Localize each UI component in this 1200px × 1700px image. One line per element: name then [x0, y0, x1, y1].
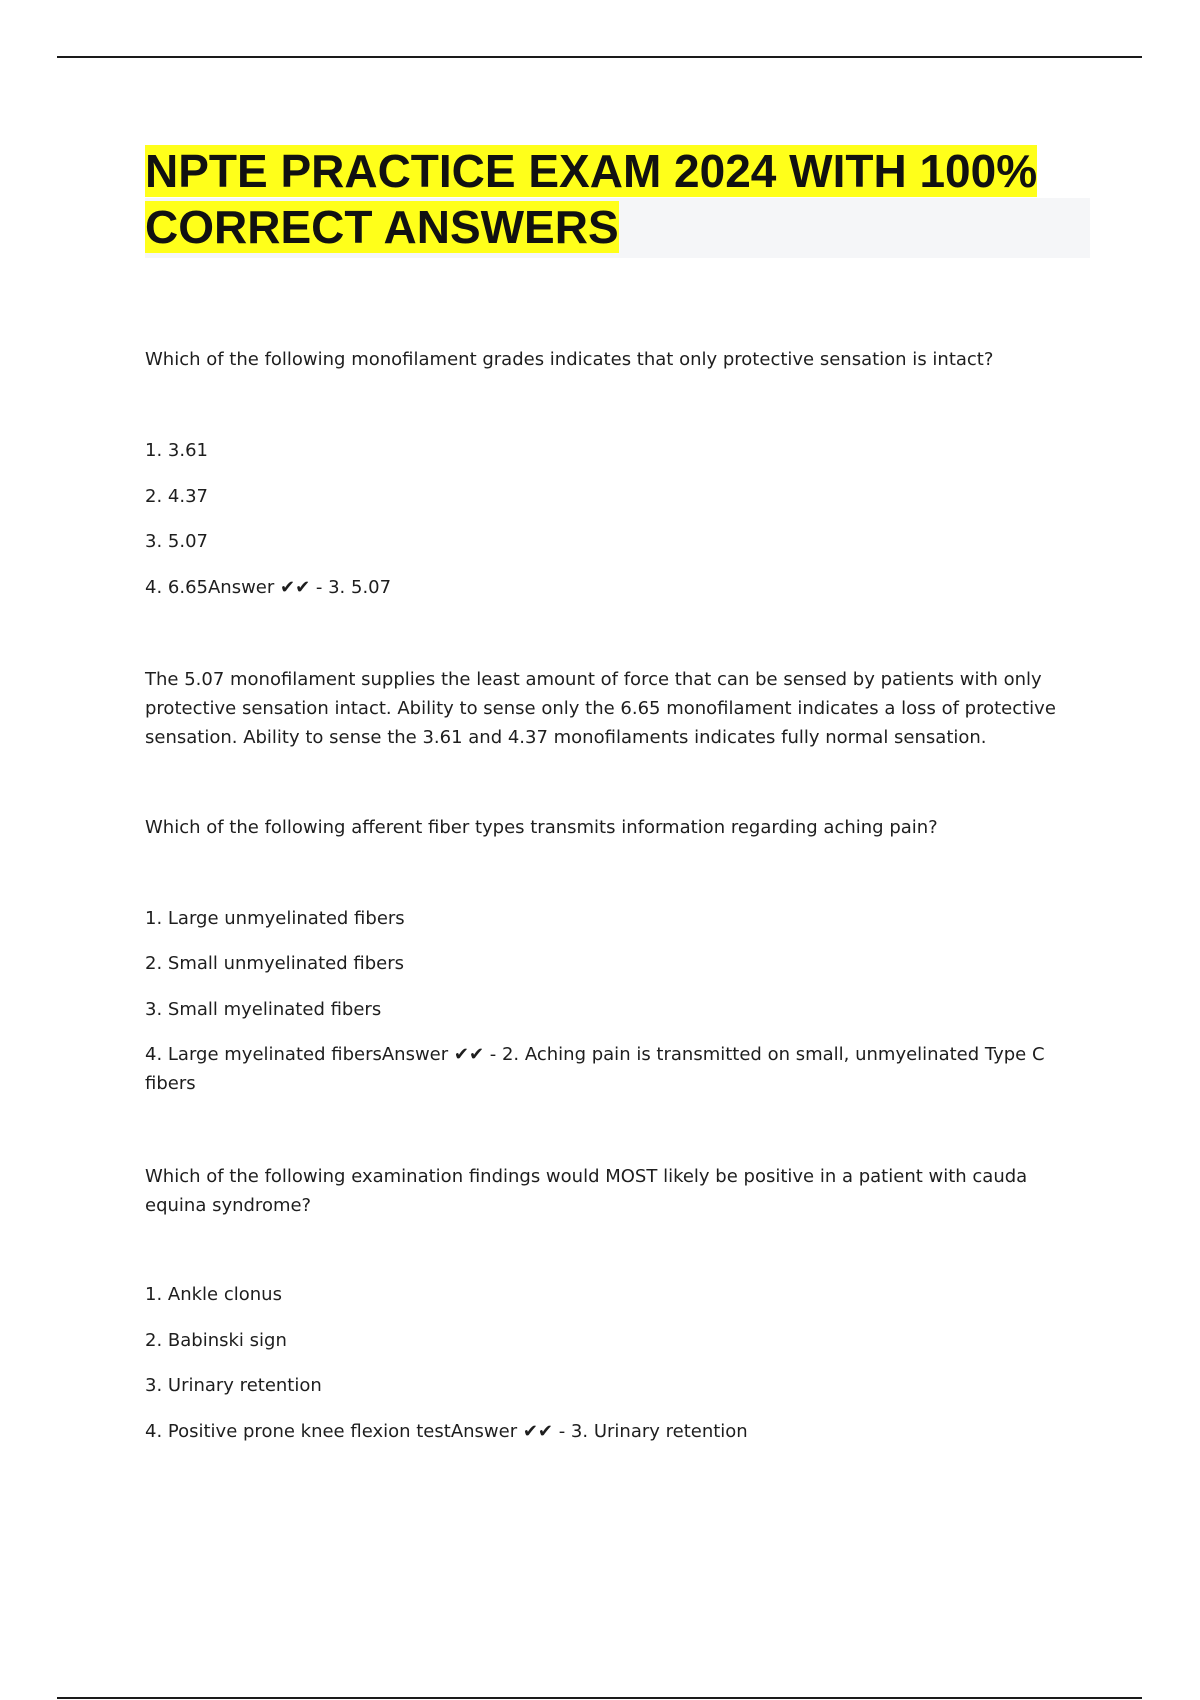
document-title-block — [145, 143, 1090, 255]
bottom-rule — [57, 1697, 1142, 1699]
top-rule — [57, 56, 1142, 58]
question-2-option-2: 2. Small unmyelinated fibers — [145, 953, 405, 974]
question-3-option-4-answer: 4. Positive prone knee flexion testAnswer ✔✔ - 3. Urinary retention — [145, 1421, 748, 1442]
document-title — [145, 143, 1090, 255]
question-3-text: Which of the following examination findings would MOST likely be positive in a patient with cauda equina syndrome? — [145, 1166, 1028, 1216]
question-1-explanation: The 5.07 monofilament supplies the least amount of force that can be sensed by patients with only protective sensation intact. Ability to sense only the 6.65 monofilament indicates a loss of protective sensation. Ability to sense the 3.61 and 4.37 monofilaments indicates fully normal sensation. — [145, 669, 1056, 748]
question-1-option-4-answer: 4. 6.65Answer ✔✔ - 3. 5.07 — [145, 577, 392, 598]
question-2-text: Which of the following afferent fiber types transmits information regarding aching pain? — [145, 817, 938, 838]
question-1-option-2: 2. 4.37 — [145, 486, 208, 507]
question-2-option-3: 3. Small myelinated fibers — [145, 999, 382, 1020]
title-line-1: NPTE PRACTICE EXAM 2024 WITH 100% — [145, 145, 1038, 197]
question-1-text: Which of the following monofilament grades indicates that only protective sensation is intact? — [145, 349, 994, 370]
question-2-option-1: 1. Large unmyelinated fibers — [145, 908, 405, 929]
question-2-option-4-answer: 4. Large myelinated fibersAnswer ✔✔ - 2. Aching pain is transmitted on small, unmyelinated Type C fibers — [145, 1044, 1045, 1094]
question-3-option-2: 2. Babinski sign — [145, 1330, 287, 1351]
title-line-2: CORRECT ANSWERS — [145, 201, 619, 253]
question-1-option-3: 3. 5.07 — [145, 531, 208, 552]
question-3-option-3: 3. Urinary retention — [145, 1375, 322, 1396]
question-1-option-1: 1. 3.61 — [145, 440, 208, 461]
question-3-option-1: 1. Ankle clonus — [145, 1284, 282, 1305]
